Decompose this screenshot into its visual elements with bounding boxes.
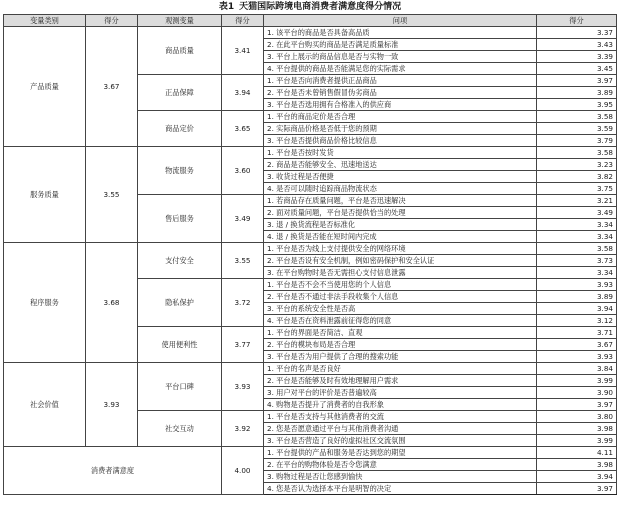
question-text: 3. 收货过程是否便捷 xyxy=(264,171,537,183)
question-text: 1. 若商品存在质量问题，平台是否迅速解决 xyxy=(264,195,537,207)
question-score: 3.93 xyxy=(537,279,617,291)
header-sub-variable: 观测变量 xyxy=(138,15,222,27)
question-text: 2. 在平台的购物体验是否令您满意 xyxy=(264,459,537,471)
question-score: 3.34 xyxy=(537,219,617,231)
question-score: 3.58 xyxy=(537,243,617,255)
table-body xyxy=(4,27,617,495)
sub-variable-name: 社交互动 xyxy=(138,411,222,447)
question-text: 1. 该平台的商品是否具备高品质 xyxy=(264,27,537,39)
question-text: 3. 购物过程是否让您感到愉快 xyxy=(264,471,537,483)
table-row xyxy=(4,147,617,159)
question-text: 4. 平台是否在资料泄露前征得您的同意 xyxy=(264,315,537,327)
question-text: 2. 实际商品价格是否低于您的预期 xyxy=(264,123,537,135)
satisfaction-table xyxy=(3,14,617,495)
question-score: 3.71 xyxy=(537,327,617,339)
question-score: 3.37 xyxy=(537,27,617,39)
header-row xyxy=(4,15,617,27)
sub-variable-name: 使用便利性 xyxy=(138,327,222,363)
question-score: 3.67 xyxy=(537,339,617,351)
sub-variable-name: 正品保障 xyxy=(138,75,222,111)
question-score: 3.21 xyxy=(537,195,617,207)
table-row xyxy=(4,447,617,459)
table-title xyxy=(0,1,620,13)
question-text: 2. 平台是否设有安全机制，例如密码保护和安全认证 xyxy=(264,255,537,267)
question-text: 3. 用户对平台的评价是否普遍较高 xyxy=(264,387,537,399)
question-text: 4. 购物是否提升了消费者的自我形象 xyxy=(264,399,537,411)
question-text: 2. 平台的模块布局是否合理 xyxy=(264,339,537,351)
question-score: 3.89 xyxy=(537,87,617,99)
question-score: 3.97 xyxy=(537,75,617,87)
question-score: 3.98 xyxy=(537,459,617,471)
sub-variable-name: 支付安全 xyxy=(138,243,222,279)
question-text: 2. 平台是否能够及时有效地理解用户需求 xyxy=(264,375,537,387)
question-text: 1. 平台是否支持与其他消费者的交流 xyxy=(264,411,537,423)
question-text: 4. 是否可以随时追踪商品物流状态 xyxy=(264,183,537,195)
overall-name: 消费者满意度 xyxy=(4,447,222,495)
question-text: 2. 平台是否未曾销售假冒伪劣商品 xyxy=(264,87,537,99)
category-score: 3.67 xyxy=(86,27,138,147)
sub-variable-name: 平台口碑 xyxy=(138,363,222,411)
sub-variable-score: 3.94 xyxy=(222,75,264,111)
question-text: 3. 平台是否为用户提供了合理的搜索功能 xyxy=(264,351,537,363)
question-score: 3.94 xyxy=(537,471,617,483)
sub-variable-name: 隐私保护 xyxy=(138,279,222,327)
category-name: 产品质量 xyxy=(4,27,86,147)
question-score: 3.93 xyxy=(537,351,617,363)
sub-variable-name: 售后服务 xyxy=(138,195,222,243)
sub-variable-name: 商品定价 xyxy=(138,111,222,147)
question-score: 3.99 xyxy=(537,375,617,387)
question-score: 3.84 xyxy=(537,363,617,375)
header-score: 得分 xyxy=(86,15,138,27)
question-text: 4. 您是否认为选择本平台是明智的决定 xyxy=(264,483,537,495)
question-text: 3. 平台是否选用拥有合格准入的供应商 xyxy=(264,99,537,111)
header-sub-score: 得分 xyxy=(222,15,264,27)
question-text: 2. 您是否愿意通过平台与其他消费者沟通 xyxy=(264,423,537,435)
question-score: 3.99 xyxy=(537,435,617,447)
question-text: 1. 平台的商品定价是否合理 xyxy=(264,111,537,123)
question-score: 3.75 xyxy=(537,183,617,195)
question-score: 3.23 xyxy=(537,159,617,171)
question-score: 3.79 xyxy=(537,135,617,147)
sub-variable-score: 3.93 xyxy=(222,363,264,411)
question-text: 1. 平台是否向消费者提供正品商品 xyxy=(264,75,537,87)
sub-variable-score: 3.92 xyxy=(222,411,264,447)
sub-variable-score: 3.49 xyxy=(222,195,264,243)
category-name: 程序服务 xyxy=(4,243,86,363)
question-text: 2. 在此平台购买的商品是否满足质量标准 xyxy=(264,39,537,51)
category-name: 社会价值 xyxy=(4,363,86,447)
header-question: 问项 xyxy=(264,15,537,27)
question-score: 3.59 xyxy=(537,123,617,135)
category-name: 服务质量 xyxy=(4,147,86,243)
header-variable: 变量类别 xyxy=(4,15,86,27)
question-text: 3. 退 / 换货流程是否标准化 xyxy=(264,219,537,231)
question-score: 3.82 xyxy=(537,171,617,183)
question-score: 3.94 xyxy=(537,303,617,315)
question-score: 3.43 xyxy=(537,39,617,51)
sub-variable-name: 物流服务 xyxy=(138,147,222,195)
header-question-score: 得分 xyxy=(537,15,617,27)
question-text: 2. 商品是否能够安全、迅速地送达 xyxy=(264,159,537,171)
question-score: 3.58 xyxy=(537,147,617,159)
sub-variable-score: 3.60 xyxy=(222,147,264,195)
question-score: 3.97 xyxy=(537,483,617,495)
table-row xyxy=(4,27,617,39)
question-score: 3.98 xyxy=(537,423,617,435)
overall-score: 4.00 xyxy=(222,447,264,495)
category-score: 3.55 xyxy=(86,147,138,243)
question-score: 3.90 xyxy=(537,387,617,399)
question-score: 3.58 xyxy=(537,111,617,123)
question-text: 1. 平台的界面是否简洁、直观 xyxy=(264,327,537,339)
question-score: 3.39 xyxy=(537,51,617,63)
question-text: 1. 平台是否为线上支付提供安全的网络环境 xyxy=(264,243,537,255)
question-text: 3. 在平台购物时是否无需担心支付信息泄露 xyxy=(264,267,537,279)
question-text: 3. 平台是否营造了良好的虚拟社区交流氛围 xyxy=(264,435,537,447)
question-score: 3.95 xyxy=(537,99,617,111)
table-row xyxy=(4,363,617,375)
question-text: 2. 平台是否不通过非法手段收集个人信息 xyxy=(264,291,537,303)
sub-variable-score: 3.55 xyxy=(222,243,264,279)
question-text: 1. 平台是否按时发货 xyxy=(264,147,537,159)
question-score: 3.97 xyxy=(537,399,617,411)
question-score: 4.11 xyxy=(537,447,617,459)
question-score: 3.45 xyxy=(537,63,617,75)
question-score: 3.80 xyxy=(537,411,617,423)
question-text: 1. 平台的名声是否良好 xyxy=(264,363,537,375)
question-score: 3.34 xyxy=(537,267,617,279)
category-score: 3.93 xyxy=(86,363,138,447)
question-text: 3. 平台的系统安全性是否高 xyxy=(264,303,537,315)
question-text: 1. 平台提供的产品和服务是否达到您的期望 xyxy=(264,447,537,459)
sub-variable-score: 3.72 xyxy=(222,279,264,327)
sub-variable-score: 3.41 xyxy=(222,27,264,75)
question-text: 2. 面对质量问题，平台是否提供恰当的处理 xyxy=(264,207,537,219)
question-score: 3.34 xyxy=(537,231,617,243)
table-caption: 天猫国际跨境电商消费者满意度得分情况 xyxy=(239,2,402,12)
category-score: 3.68 xyxy=(86,243,138,363)
question-text: 1. 平台是否不会不当使用您的个人信息 xyxy=(264,279,537,291)
question-score: 3.73 xyxy=(537,255,617,267)
question-score: 3.12 xyxy=(537,315,617,327)
question-text: 4. 退 / 换货是否能在短时间内完成 xyxy=(264,231,537,243)
question-score: 3.49 xyxy=(537,207,617,219)
table-row xyxy=(4,243,617,255)
question-score: 3.89 xyxy=(537,291,617,303)
question-text: 3. 平台上展示的商品信息是否与实物一致 xyxy=(264,51,537,63)
question-text: 3. 平台是否提供商品价格比较信息 xyxy=(264,135,537,147)
table-number: 表1 xyxy=(218,2,235,12)
question-text: 4. 平台提供的商品是否能满足您的实际需求 xyxy=(264,63,537,75)
sub-variable-score: 3.77 xyxy=(222,327,264,363)
sub-variable-score: 3.65 xyxy=(222,111,264,147)
sub-variable-name: 商品质量 xyxy=(138,27,222,75)
